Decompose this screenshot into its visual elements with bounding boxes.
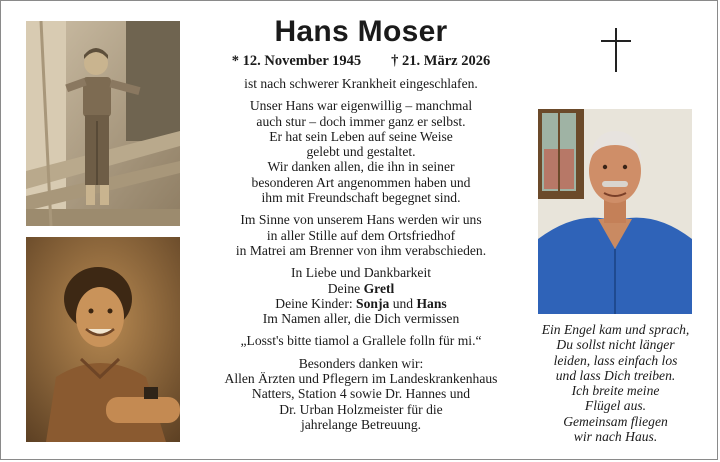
thanks-line: Besonders danken wir: [298,355,424,371]
funeral-text [191,212,531,258]
life-dates [191,52,531,70]
birth-date: * 12. November 1945 [231,53,362,69]
poem-line: Ein Engel kam und sprach, [541,322,690,337]
thanks-line: jahrelange Betreuung. [300,416,422,432]
children-prefix: Deine Kinder: [275,295,357,311]
intro-text: ist nach schwerer Krankheit eingeschlafen. [244,76,478,91]
poem-line: wir nach Haus. [573,429,658,445]
thanks-line: Dr. Urban Holzmeister für die [279,401,443,417]
tribute-line: besonderen Art angenommen haben und [251,174,471,190]
poem-line: Du sollst nicht länger [556,337,675,353]
child-name: Hans [416,295,447,311]
cross-icon [598,28,634,72]
others-line: Im Namen aller, die Dich vermissen [262,311,460,327]
children-and: und [389,295,417,311]
tribute-line: ihm mit Freundschaft begegnet sind. [261,190,461,206]
wife-name: Gretl [363,280,395,296]
thanks-text [191,356,531,432]
tribute-line: Unser Hans war eigenwillig – manchmal [249,98,473,114]
death-date: † 21. März 2026 [391,53,491,69]
elderly-man-photo [538,109,692,314]
family-signature [191,265,531,326]
obituary-text [191,15,531,432]
poem-line: und lass Dich treiben. [555,367,676,383]
funeral-line: in Matrei am Brenner von ihm verabschieden. [235,242,487,258]
poem-line: Ich breite meine [571,383,660,399]
funeral-line: Im Sinne von unserem Hans werden wir uns [240,212,482,228]
poem-line: Gemeinsam fliegen [563,413,668,429]
tribute-text [191,98,531,205]
thanks-line: Allen Ärzten und Pflegern im Landeskrankenhaus [224,371,498,387]
wife-line [191,281,531,296]
children-line [191,296,531,311]
tribute-line: auch stur – doch immer ganz er selbst. [256,113,466,129]
quote-text: „Losst's bitte tiamol a Grallele folln für mi.“ [240,333,482,349]
funeral-line: in aller Stille auf dem Ortsfriedhof [266,227,456,243]
thanks-line: Natters, Station 4 sowie Dr. Hannes und [251,386,471,402]
deceased-name: Hans Moser [274,15,448,48]
wife-prefix: Deine [327,280,364,296]
tribute-line: gelebt und gestaltet. [306,144,416,160]
poem-line: leiden, lass einfach los [553,352,678,368]
young-man-photo [26,237,180,442]
poem-line: Flügel aus. [584,398,647,414]
tribute-line: Wir danken allen, die ihn in seiner [267,159,455,175]
tribute-line: Er hat sein Leben auf seine Weise [269,128,453,144]
child-name: Sonja [356,295,390,311]
poem [528,322,703,444]
closing-line: In Liebe und Dankbarkeit [290,265,432,281]
childhood-photo [26,21,180,226]
